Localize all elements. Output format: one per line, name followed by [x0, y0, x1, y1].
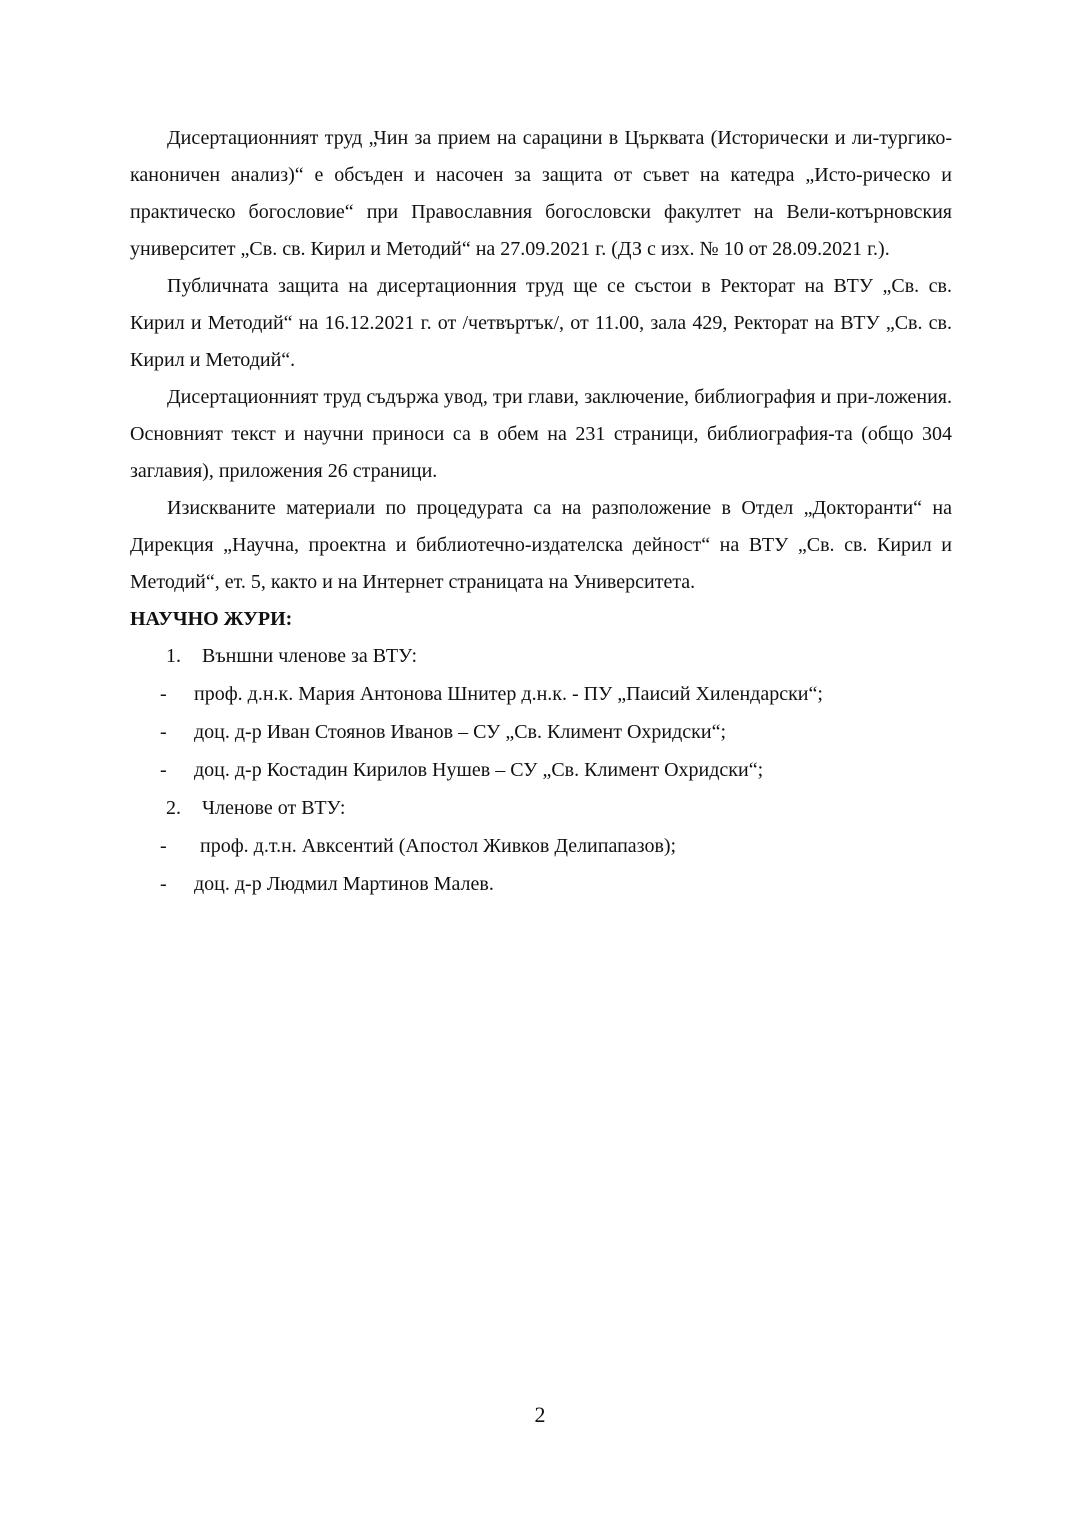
paragraph-dissertation-discussion: Дисертационният труд „Чин за прием на сарацини в Църквата (Исторически и ли-тургико-каноничен анализ)“ е обсъден и насочен за защита от съвет на катедра „Исто-рическо и практическо богословие“ при Православния богословски факултет на Вели-котърновския университет „Св. св. Кирил и Методий“ на 27.09.2021 г. (ДЗ с изх. № 10 от 28.09.2021 г.). — [130, 127, 952, 260]
paragraph-public-defense: Публичната защита на дисертационния труд ще се състои в Ректорат на ВТУ „Св. св. Кирил и Методий“ на 16.12.2021 г. от /четвъртък/, от 11.00, зала 429, Ректорат на ВТУ „Св. св. Кирил и Методий“. — [130, 275, 952, 371]
jury-group-title: Членове от ВТУ: — [202, 797, 346, 819]
jury-group-internal — [130, 789, 952, 827]
jury-group-title: Външни членове за ВТУ: — [202, 645, 418, 667]
paragraph-dissertation-contents: Дисертационният труд съдържа увод, три глави, заключение, библиография и при-ложения. Основният текст и научни приноси са в обем на 231 страници, библиография-та (общо 304 заглавия), приложения 26 страници. — [130, 386, 952, 482]
jury-member: доц. д-р Костадин Кирилов Нушев – СУ „Св. Климент Охридски“; — [194, 759, 764, 781]
jury-heading: НАУЧНО ЖУРИ: — [130, 608, 293, 630]
list-number: 1. — [166, 645, 181, 667]
list-number: 2. — [166, 797, 181, 819]
dash-bullet: - — [160, 721, 167, 743]
list-item — [130, 865, 952, 903]
paragraph-materials-availability: Изискваните материали по процедурата са на разположение в Отдел „Докторанти“ на Дирекция „Научна, проектна и библиотечно-издателска дейност“ на ВТУ „Св. св. Кирил и Методий“, ет. 5, както и на Интернет страницата на Университета. — [130, 497, 952, 593]
dash-bullet: - — [160, 683, 167, 705]
jury-member: доц. д-р Иван Стоянов Иванов – СУ „Св. Климент Охридски“; — [194, 721, 727, 743]
page-number: 2 — [534, 1402, 546, 1427]
jury-member: проф. д.т.н. Авксентий (Апостол Живков Делипапазов); — [200, 835, 677, 857]
list-item — [130, 827, 952, 865]
dash-bullet: - — [160, 759, 167, 781]
document-body — [130, 120, 952, 903]
list-item — [130, 751, 952, 789]
jury-member: проф. д.н.к. Мария Антонова Шнитер д.н.к. - ПУ „Паисий Хилендарски“; — [194, 683, 823, 705]
list-item — [130, 675, 952, 713]
jury-member: доц. д-р Людмил Мартинов Малев. — [194, 873, 494, 895]
jury-group-external — [130, 637, 952, 675]
jury-list — [130, 637, 952, 903]
list-item — [130, 713, 952, 751]
dash-bullet: - — [160, 835, 167, 857]
dash-bullet: - — [160, 873, 167, 895]
